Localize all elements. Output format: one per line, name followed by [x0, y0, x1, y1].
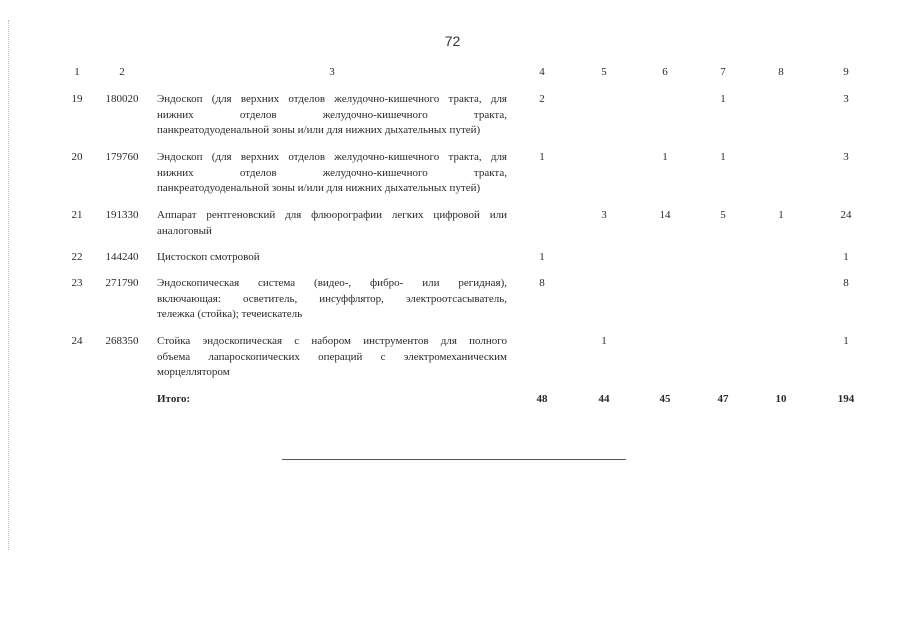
header-col-5: 5 — [601, 66, 607, 78]
row-number: 21 — [71, 209, 83, 221]
row-code: 271790 — [105, 277, 139, 289]
row-col-4: 8 — [539, 277, 545, 289]
row-name-line: включающая: осветитель, инсуффлятор, электроотсасыватель, — [157, 292, 507, 305]
total-col-7: 47 — [717, 393, 729, 405]
row-col-5: 1 — [601, 335, 607, 347]
row-name-line: панкреатодуоденальной зоны и/или для нижних дыхательных путей) — [157, 124, 481, 136]
row-col-9: 3 — [843, 93, 849, 105]
header-col-3: 3 — [329, 66, 335, 78]
row-name-line: тележка (стойка); течеискатель — [157, 308, 303, 320]
header-col-7: 7 — [720, 66, 726, 78]
row-col-4: 1 — [539, 251, 545, 263]
row-code: 144240 — [105, 251, 139, 263]
header-col-1: 1 — [74, 66, 80, 78]
header-col-4: 4 — [539, 66, 545, 78]
row-name-line: Эндоскоп (для верхних отделов желудочно-кишечного тракта, для — [157, 93, 507, 105]
row-col-9: 8 — [843, 277, 849, 289]
row-name-line: нижних отделов желудочно-кишечного тракта, — [157, 166, 507, 179]
row-name — [157, 334, 507, 381]
row-code: 180020 — [105, 93, 139, 105]
row-col-7: 1 — [720, 151, 726, 163]
page-number: 72 — [444, 33, 461, 49]
row-col-7: 1 — [720, 93, 726, 105]
row-code: 191330 — [105, 209, 139, 221]
row-name-line: морцеллятором — [157, 366, 230, 378]
total-col-9: 194 — [837, 393, 855, 405]
row-col-9: 3 — [843, 151, 849, 163]
row-name-line: объема лапароскопических операций с электромеханическим — [157, 350, 507, 363]
header-col-9: 9 — [843, 66, 849, 78]
row-code: 268350 — [105, 335, 139, 347]
total-col-4: 48 — [536, 393, 548, 405]
row-name — [157, 150, 507, 197]
row-name — [157, 250, 507, 266]
row-number: 22 — [71, 251, 83, 263]
row-name — [157, 276, 507, 323]
row-col-5: 3 — [601, 209, 607, 221]
closing-divider — [282, 459, 626, 460]
row-name-line: Эндоскоп (для верхних отделов желудочно-кишечного тракта, для — [157, 151, 507, 163]
header-col-8: 8 — [778, 66, 784, 78]
row-name — [157, 208, 507, 239]
row-col-4: 1 — [539, 151, 545, 163]
row-name-line: Цистоскоп смотровой — [157, 251, 260, 263]
row-number: 19 — [71, 93, 83, 105]
header-col-2: 2 — [119, 66, 125, 78]
row-name-line: панкреатодуоденальной зоны и/или для нижних дыхательных путей) — [157, 182, 481, 194]
total-col-6: 45 — [659, 393, 671, 405]
total-col-5: 44 — [598, 393, 610, 405]
row-name-line: Стойка эндоскопическая с набором инструментов для полного — [157, 335, 507, 347]
row-col-9: 1 — [843, 335, 849, 347]
total-col-8: 10 — [775, 393, 787, 405]
row-col-4: 2 — [539, 93, 545, 105]
row-col-6: 14 — [659, 209, 671, 221]
total-label: Итого: — [157, 393, 191, 405]
row-number: 24 — [71, 335, 83, 347]
row-name-line: Аппарат рентгеновский для флюорографии легких цифровой или — [157, 209, 507, 221]
row-col-9: 1 — [843, 251, 849, 263]
row-col-9: 24 — [840, 209, 852, 221]
row-code: 179760 — [105, 151, 139, 163]
scan-margin-marks — [8, 20, 9, 550]
row-name-line: нижних отделов желудочно-кишечного тракта, — [157, 108, 507, 121]
row-name — [157, 92, 507, 139]
row-name-line: Эндоскопическая система (видео-, фибро- или регидная), — [157, 277, 507, 289]
row-col-8: 1 — [778, 209, 784, 221]
row-number: 20 — [71, 151, 83, 163]
header-col-6: 6 — [662, 66, 668, 78]
row-col-6: 1 — [662, 151, 668, 163]
row-number: 23 — [71, 277, 83, 289]
row-name-line: аналоговый — [157, 224, 212, 237]
row-col-7: 5 — [720, 209, 726, 221]
